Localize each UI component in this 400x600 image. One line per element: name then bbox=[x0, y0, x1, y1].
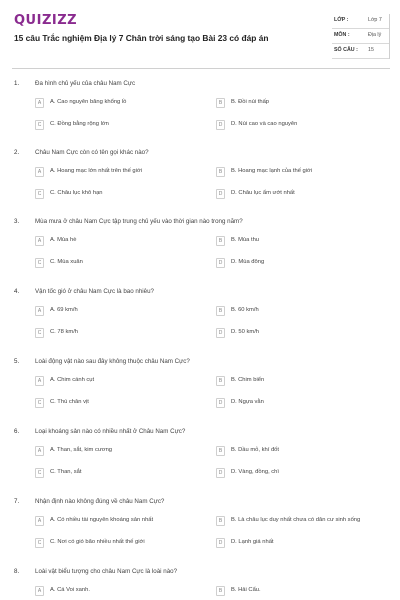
answer-option-d[interactable] bbox=[216, 119, 386, 132]
option-text: C. Than, sắt bbox=[50, 469, 82, 475]
option-letter-badge: D bbox=[216, 189, 225, 199]
option-letter-badge: B bbox=[216, 306, 225, 316]
option-text: A. Cá Voi xanh. bbox=[50, 587, 90, 593]
answer-option-b[interactable] bbox=[216, 305, 386, 318]
answer-option-d[interactable] bbox=[216, 188, 386, 201]
meta-value: Lớp 7 bbox=[368, 17, 382, 23]
quiz-meta-box bbox=[332, 14, 390, 59]
quizizz-logo: QUIZIZZ bbox=[14, 13, 78, 28]
option-text: A. Than, sắt, kim cương bbox=[50, 447, 113, 453]
option-letter-badge: C bbox=[35, 468, 44, 478]
option-letter-badge: B bbox=[216, 516, 225, 526]
option-letter-badge: B bbox=[216, 446, 225, 456]
answer-option-a[interactable] bbox=[35, 515, 205, 528]
meta-row-subject bbox=[332, 29, 389, 44]
question-item bbox=[14, 428, 390, 498]
option-letter-badge: C bbox=[35, 398, 44, 408]
option-letter-badge: B bbox=[216, 376, 225, 386]
answer-option-a[interactable] bbox=[35, 97, 205, 110]
question-number: 1. bbox=[14, 80, 20, 87]
answer-option-b[interactable] bbox=[216, 375, 386, 388]
option-text: A. Có nhiều tài nguyên khoáng sản nhất bbox=[50, 517, 154, 523]
option-letter-badge: C bbox=[35, 189, 44, 199]
question-item bbox=[14, 218, 390, 288]
option-letter-badge: B bbox=[216, 98, 225, 108]
option-text: B. Là châu lục duy nhất chưa có dân cư sinh sống bbox=[231, 517, 361, 523]
answer-option-a[interactable] bbox=[35, 585, 205, 598]
answer-option-a[interactable] bbox=[35, 166, 205, 179]
answer-option-d[interactable] bbox=[216, 537, 386, 550]
option-text: D. Núi cao và cao nguyên bbox=[231, 121, 298, 127]
answer-option-b[interactable] bbox=[216, 166, 386, 179]
question-number: 8. bbox=[14, 568, 20, 575]
meta-value: Địa lý bbox=[368, 32, 382, 38]
question-text: Mùa mưa ở châu Nam Cực tập trung chủ yếu vào thời gian nào trong năm? bbox=[35, 218, 243, 225]
answer-option-b[interactable] bbox=[216, 97, 386, 110]
answer-option-a[interactable] bbox=[35, 445, 205, 458]
option-text: C. Châu lục khô hạn bbox=[50, 190, 103, 196]
question-text: Loài động vật nào sau đây không thuộc châu Nam Cực? bbox=[35, 358, 190, 365]
answer-option-d[interactable] bbox=[216, 327, 386, 340]
meta-value: 15 bbox=[368, 47, 374, 53]
answer-option-d[interactable] bbox=[216, 467, 386, 480]
meta-row-count bbox=[332, 44, 389, 59]
question-number: 2. bbox=[14, 149, 20, 156]
question-number: 5. bbox=[14, 358, 20, 365]
answer-option-c[interactable] bbox=[35, 119, 205, 132]
answer-option-d[interactable] bbox=[216, 257, 386, 270]
option-letter-badge: B bbox=[216, 236, 225, 246]
option-text: B. Mùa thu bbox=[231, 237, 260, 243]
option-text: D. 50 km/h bbox=[231, 329, 260, 335]
answer-option-b[interactable] bbox=[216, 445, 386, 458]
question-item bbox=[14, 498, 390, 568]
question-text: Loại khoáng sản nào có nhiều nhất ở Châu Nam Cực? bbox=[35, 428, 186, 435]
option-text: D. Ngựa vằn bbox=[231, 399, 264, 405]
option-letter-badge: D bbox=[216, 468, 225, 478]
meta-key: SỐ CÂU : bbox=[334, 47, 358, 53]
answer-option-c[interactable] bbox=[35, 467, 205, 480]
option-letter-badge: A bbox=[35, 236, 44, 246]
answer-option-c[interactable] bbox=[35, 188, 205, 201]
question-text: Châu Nam Cực còn có tên gọi khác nào? bbox=[35, 149, 149, 156]
question-item bbox=[14, 288, 390, 358]
option-text: B. 60 km/h bbox=[231, 307, 259, 313]
option-letter-badge: D bbox=[216, 328, 225, 338]
option-letter-badge: D bbox=[216, 120, 225, 130]
option-text: C. Nơi có gió bão nhiều nhất thế giới bbox=[50, 539, 145, 545]
option-letter-badge: A bbox=[35, 376, 44, 386]
question-item bbox=[14, 358, 390, 428]
answer-option-a[interactable] bbox=[35, 305, 205, 318]
option-letter-badge: C bbox=[35, 258, 44, 268]
question-item bbox=[14, 568, 390, 600]
option-text: D. Châu lục ẩm ướt nhất bbox=[231, 190, 295, 196]
option-text: A. 69 km/h bbox=[50, 307, 78, 313]
answer-option-b[interactable] bbox=[216, 235, 386, 248]
answer-option-b[interactable] bbox=[216, 515, 386, 528]
answer-option-c[interactable] bbox=[35, 257, 205, 270]
option-text: B. Hoang mạc lạnh của thế giới bbox=[231, 168, 313, 174]
option-text: B. Chim biển bbox=[231, 377, 265, 383]
question-text: Loài vật biểu tượng cho châu Nam Cực là loài nào? bbox=[35, 568, 178, 575]
answer-option-c[interactable] bbox=[35, 537, 205, 550]
answer-option-d[interactable] bbox=[216, 397, 386, 410]
page-title: 15 câu Trắc nghiệm Địa lý 7 Chân trời sáng tạo Bài 23 có đáp án bbox=[14, 33, 269, 43]
option-letter-badge: C bbox=[35, 538, 44, 548]
option-text: B. Hải Cẩu. bbox=[231, 587, 261, 593]
question-text: Nhận định nào không đúng về châu Nam Cực? bbox=[35, 498, 165, 505]
option-letter-badge: B bbox=[216, 167, 225, 177]
option-text: D. Mùa đông bbox=[231, 259, 265, 265]
answer-option-a[interactable] bbox=[35, 235, 205, 248]
option-text: A. Chim cánh cụt bbox=[50, 377, 95, 383]
option-text: B. Dầu mỏ, khí đốt bbox=[231, 447, 280, 453]
question-item bbox=[14, 149, 390, 219]
header-divider bbox=[12, 68, 390, 69]
question-item bbox=[14, 80, 390, 150]
question-number: 6. bbox=[14, 428, 20, 435]
question-text: Đa hình chủ yếu của châu Nam Cực bbox=[35, 80, 136, 87]
option-letter-badge: B bbox=[216, 586, 225, 596]
option-letter-badge: A bbox=[35, 98, 44, 108]
option-text: C. Đồng bằng rộng lớn bbox=[50, 121, 109, 127]
option-letter-badge: A bbox=[35, 586, 44, 596]
question-text: Vận tốc gió ở châu Nam Cực là bao nhiêu? bbox=[35, 288, 154, 295]
option-letter-badge: C bbox=[35, 120, 44, 130]
option-letter-badge: D bbox=[216, 258, 225, 268]
page-header bbox=[0, 0, 400, 64]
option-letter-badge: A bbox=[35, 167, 44, 177]
option-letter-badge: C bbox=[35, 328, 44, 338]
option-text: C. Mùa xuân bbox=[50, 259, 83, 265]
answer-option-c[interactable] bbox=[35, 397, 205, 410]
option-letter-badge: D bbox=[216, 538, 225, 548]
option-letter-badge: A bbox=[35, 516, 44, 526]
option-text: A. Mùa hè bbox=[50, 237, 77, 243]
option-text: A. Cao nguyên băng khổng lồ bbox=[50, 99, 127, 105]
option-text: C. 78 km/h bbox=[50, 329, 79, 335]
question-number: 7. bbox=[14, 498, 20, 505]
meta-row-class bbox=[332, 14, 389, 29]
option-text: C. Thú chân vịt bbox=[50, 399, 89, 405]
question-number: 3. bbox=[14, 218, 20, 225]
answer-option-a[interactable] bbox=[35, 375, 205, 388]
option-letter-badge: A bbox=[35, 306, 44, 316]
option-text: D. Vàng, đồng, chì bbox=[231, 469, 280, 475]
answer-option-c[interactable] bbox=[35, 327, 205, 340]
option-letter-badge: D bbox=[216, 398, 225, 408]
meta-key: LỚP : bbox=[334, 17, 349, 23]
meta-key: MÔN : bbox=[334, 32, 350, 38]
option-text: D. Lạnh giá nhất bbox=[231, 539, 274, 545]
answer-option-b[interactable] bbox=[216, 585, 386, 598]
question-number: 4. bbox=[14, 288, 20, 295]
option-text: A. Hoang mạc lớn nhất trên thế giới bbox=[50, 168, 143, 174]
option-text: B. Đồi núi thấp bbox=[231, 99, 270, 105]
option-letter-badge: A bbox=[35, 446, 44, 456]
